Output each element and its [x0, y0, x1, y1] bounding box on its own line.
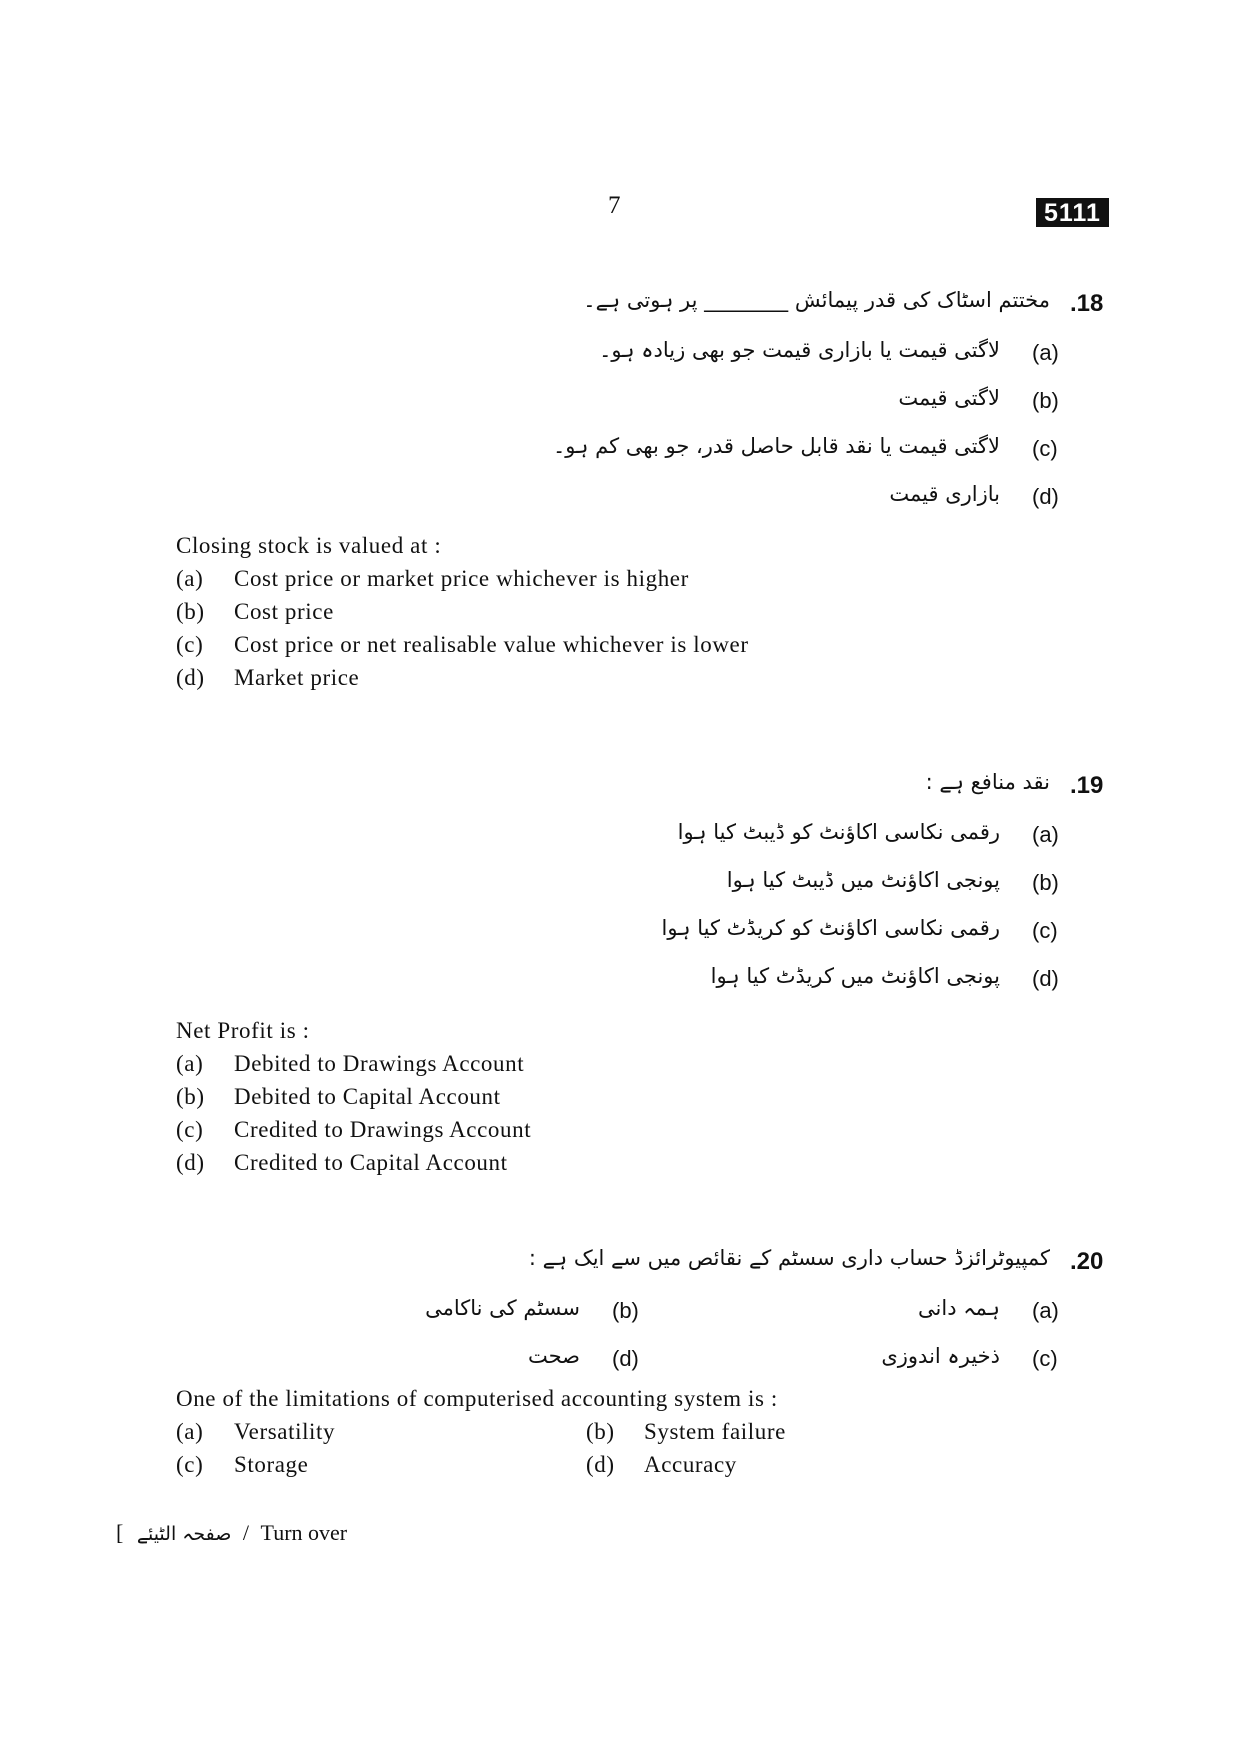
urdu-option-text: رقمی نکاسی اکاؤنٹ کو ڈیبٹ کیا ہوا — [677, 820, 1000, 844]
option-label: (d) — [586, 1452, 615, 1477]
urdu-option-text: سسٹم کی ناکامی — [425, 1296, 580, 1320]
urdu-option-text: ہمہ دانی — [918, 1296, 1000, 1320]
urdu-option-text: ذخیرہ اندوزی — [881, 1344, 1000, 1368]
urdu-option-label: (b) — [1032, 870, 1059, 895]
english-question-stem: Closing stock is valued at : — [176, 533, 442, 558]
page-number: 7 — [608, 192, 621, 219]
footer-english-text: Turn over — [260, 1520, 348, 1545]
option-label: (d) — [176, 1150, 205, 1175]
urdu-option-label: (b) — [612, 1298, 639, 1323]
urdu-question-stem: مختتم اسٹاک کی قدر پیمائش ________ پر ہوتی ہے۔ — [583, 288, 1050, 312]
option-text: Credited to Capital Account — [234, 1150, 508, 1175]
option-label: (d) — [176, 665, 205, 690]
option-label: (b) — [176, 599, 205, 624]
urdu-question-stem: نقد منافع ہے : — [925, 770, 1050, 794]
footer-separator: / — [242, 1520, 250, 1545]
option-text: Cost price — [234, 599, 334, 624]
option-text: Storage — [234, 1452, 309, 1477]
option-text: Cost price or net realisable value whichever is lower — [234, 632, 749, 657]
turn-over-note — [116, 1520, 347, 1546]
urdu-option-label: (c) — [1032, 918, 1058, 943]
option-label: (c) — [176, 1117, 204, 1142]
option-label: (b) — [176, 1084, 205, 1109]
question-number: .19 — [1070, 772, 1104, 799]
english-question-stem: One of the limitations of computerised accounting system is : — [176, 1386, 778, 1411]
urdu-option-text: لاگتی قیمت یا بازاری قیمت جو بھی زیادہ ہو۔ — [599, 338, 1000, 362]
urdu-option-label: (c) — [1032, 436, 1058, 461]
urdu-option-text: رقمی نکاسی اکاؤنٹ کو کریڈٹ کیا ہوا — [661, 916, 1000, 940]
urdu-option-label: (a) — [1032, 822, 1059, 847]
urdu-option-label: (a) — [1032, 340, 1059, 365]
footer-bracket: [ — [116, 1520, 124, 1545]
urdu-option-label: (a) — [1032, 1298, 1059, 1323]
paper-code-badge: 5111 — [1036, 198, 1109, 227]
option-label: (a) — [176, 566, 204, 591]
urdu-question-stem: کمپیوٹرائزڈ حساب داری سسٹم کے نقائص میں سے ایک ہے : — [528, 1246, 1050, 1270]
urdu-option-text: لاگتی قیمت یا نقد قابل حاصل قدر، جو بھی کم ہو۔ — [552, 434, 1000, 458]
option-text: Cost price or market price whichever is higher — [234, 566, 689, 591]
option-text: Accuracy — [644, 1452, 737, 1477]
option-label: (c) — [176, 632, 204, 657]
urdu-option-text: پونجی اکاؤنٹ میں ڈیبٹ کیا ہوا — [726, 868, 1000, 892]
option-label: (a) — [176, 1051, 204, 1076]
urdu-option-text: صحت — [527, 1344, 580, 1368]
urdu-option-text: پونجی اکاؤنٹ میں کریڈٹ کیا ہوا — [710, 964, 1000, 988]
urdu-option-label: (d) — [1032, 966, 1059, 991]
option-label: (c) — [176, 1452, 204, 1477]
option-text: Credited to Drawings Account — [234, 1117, 532, 1142]
option-label: (b) — [586, 1419, 615, 1444]
english-question-stem: Net Profit is : — [176, 1018, 310, 1043]
option-text: Market price — [234, 665, 360, 690]
urdu-option-text: بازاری قیمت — [889, 482, 1000, 506]
question-number: .20 — [1070, 1248, 1104, 1275]
urdu-option-text: لاگتی قیمت — [898, 386, 1000, 410]
option-text: Debited to Drawings Account — [234, 1051, 525, 1076]
option-text: Versatility — [234, 1419, 336, 1444]
option-text: System failure — [644, 1419, 786, 1444]
urdu-option-label: (c) — [1032, 1346, 1058, 1371]
option-label: (a) — [176, 1419, 204, 1444]
question-number: .18 — [1070, 290, 1104, 317]
urdu-option-label: (b) — [1032, 388, 1059, 413]
urdu-option-label: (d) — [1032, 484, 1059, 509]
option-text: Debited to Capital Account — [234, 1084, 501, 1109]
footer-urdu-text: صفحہ الٹیئے — [136, 1523, 232, 1545]
urdu-option-label: (d) — [612, 1346, 639, 1371]
